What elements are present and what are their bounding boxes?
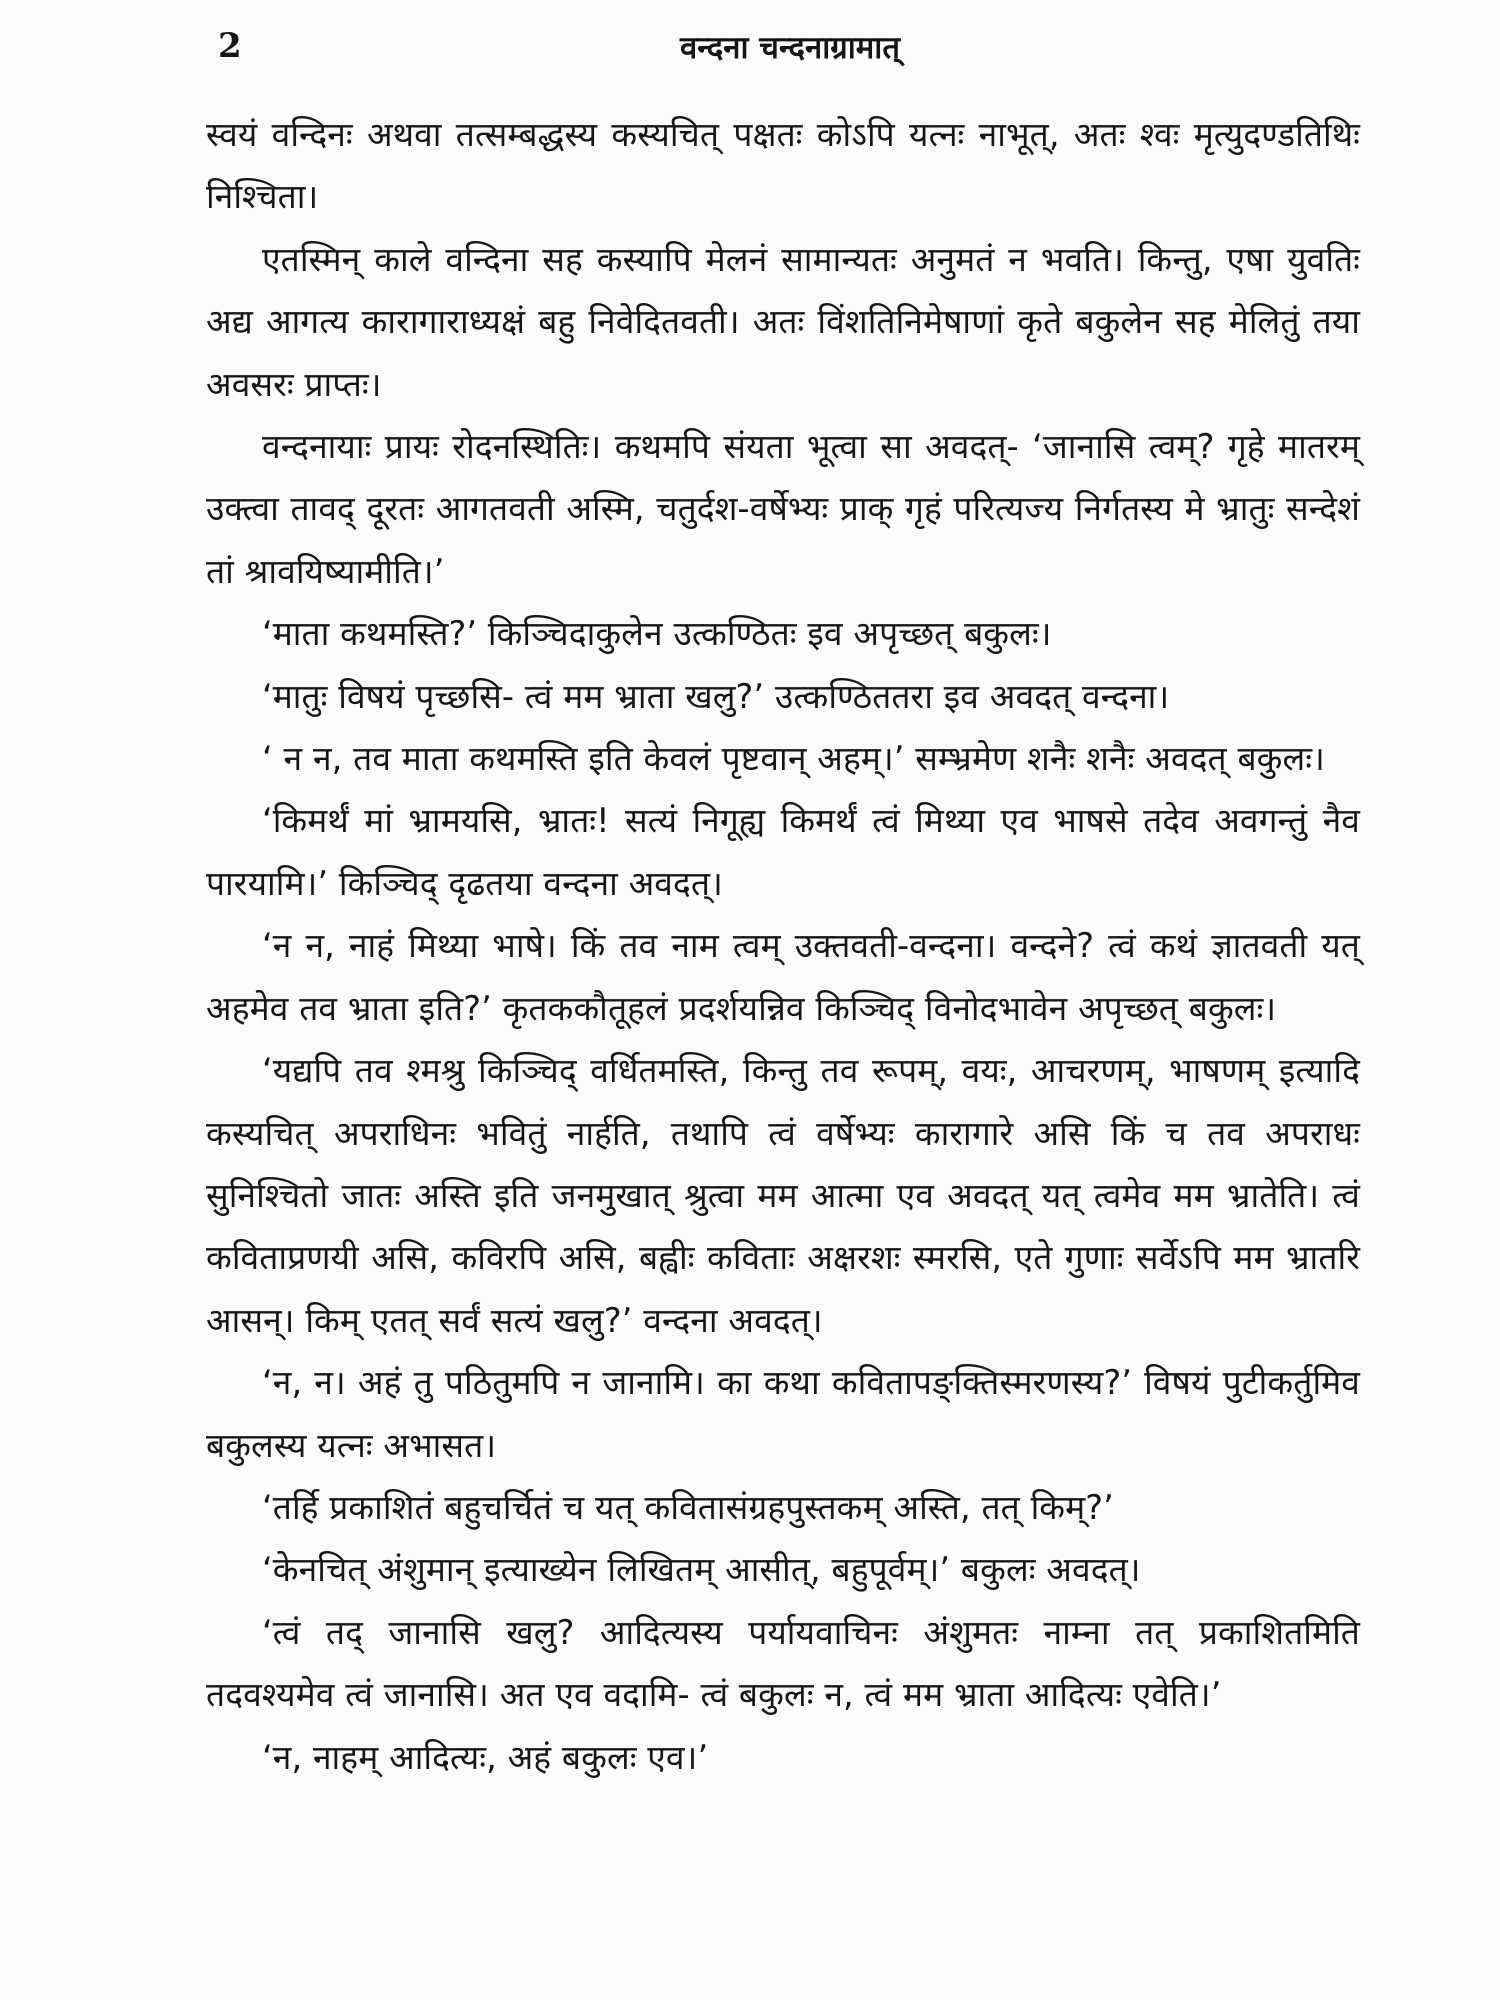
paragraph: ‘माता कथमस्ति?’ किञ्चिदाकुलेन उत्कण्ठितः इव अपृच्छत् बकुलः। (262, 614, 1052, 654)
paragraph: ‘केनचित् अंशुमान् इत्याख्येन लिखितम् आसीत्, बहुपूर्वम्।’ बकुलः अवदत्। (262, 1550, 1141, 1590)
page-header (212, 18, 1368, 78)
paragraph: ‘मातुः विषयं पृच्छसि- त्वं मम भ्राता खलु?’ उत्कण्ठिततरा इव अवदत् वन्दना। (262, 676, 1170, 716)
paragraph: ‘यद्यपि तव श्मश्रु किञ्चिद् वर्धितमस्ति, किन्तु तव रूपम्, वयः, आचरणम्, भाषणम् इत्यादि कस्यचित् अपराधिनः भवितुं नार्हति, तथापि त्वं वर्षेभ्यः कारागारे असि किं च तव अपराधः सुनिश्चितो जातः अस्ति इति जनमुखात् श्रुत्वा मम आत्मा एव अवदत् यत् त्वमेव मम भ्रातेति। त्वं कविताप्रणयी असि, कविरपि असि, बह्वीः कविताः अक्षरशः स्मरसि, एते गुणाः सर्वेऽपि मम भ्रातरि आसन्। किम् एतत् सर्वं सत्यं खलु?’ वन्दना अवदत्। (206, 1051, 1360, 1340)
paragraph: ‘त्वं तद् जानासि खलु? आदित्यस्य पर्यायवाचिनः अंशुमतः नाम्ना तत् प्रकाशितमिति तदवश्यमेव त्वं जानासि। अत एव वदामि- त्वं बकुलः न, त्वं मम भ्राता आदित्यः एवेति।’ (206, 1612, 1360, 1715)
paragraph: ‘तर्हि प्रकाशितं बहुचर्चितं च यत् कवितासंग्रहपुस्तकम् अस्ति, तत् किम्?’ (262, 1487, 1114, 1527)
running-title: वन्दना चन्दनाग्रामात् (679, 30, 900, 66)
paragraph: वन्दनायाः प्रायः रोदनस्थितिः। कथमपि संयता भूत्वा सा अवदत्- ‘जानासि त्वम्? गृहे मातरम् उक्त्वा तावद् दूरतः आगतवती अस्मि, चतुर्दश-वर्षेभ्यः प्राक् गृहं परित्यज्य निर्गतस्य मे भ्रातुः सन्देशं तां श्रावयिष्यामीति।’ (206, 427, 1360, 591)
paragraph: ‘न, न। अहं तु पठितुमपि न जानामि। का कथा कवितापङ्क्तिस्मरणस्य?’ विषयं पुटीकर्तुमिव बकुलस्य यत्नः अभासत। (206, 1363, 1360, 1465)
paragraph: एतस्मिन् काले वन्दिना सह कस्यापि मेलनं सामान्यतः अनुमतं न भवति। किन्तु, एषा युवतिः अद्य आगत्य कारागाराध्यक्षं बहु निवेदितवती। अतः विंशतिनिमेषाणां कृते बकुलेन सह मेलितुं तया अवसरः प्राप्तः। (206, 239, 1360, 404)
paragraph: ‘न न, नाहं मिथ्या भाषे। किं तव नाम त्वम् उक्तवती-वन्दना। वन्दने? त्वं कथं ज्ञातवती यत् अहमेव तव भ्राता इति?’ कृतककौतूहलं प्रदर्शयन्निव किञ्चिद् विनोदभावेन अपृच्छत् बकुलः। (206, 926, 1360, 1028)
paragraph: ‘न, नाहम् आदित्यः, अहं बकुलः एव।’ (262, 1737, 709, 1777)
paragraph: ‘किमर्थं मां भ्रामयसि, भ्रातः! सत्यं निगूह्य किमर्थं त्वं मिथ्या एव भाषसे तदेव अवगन्तुं नैव पारयामि।’ किञ्चिद् दृढतया वन्दना अवदत्। (206, 801, 1360, 903)
paragraph: ‘ न न, तव माता कथमस्ति इति केवलं पृष्टवान् अहम्।’ सम्भ्रमेण शनैः शनैः अवदत् बकुलः। (262, 739, 1325, 779)
paragraph: स्वयं वन्दिनः अथवा तत्सम्बद्धस्य कस्यचित् पक्षतः कोऽपि यत्नः नाभूत्, अतः श्वः मृत्युदण्डतिथिः निश्चिता। (206, 115, 1360, 217)
page-number: 2 (218, 26, 242, 66)
body-text (206, 104, 1360, 1789)
